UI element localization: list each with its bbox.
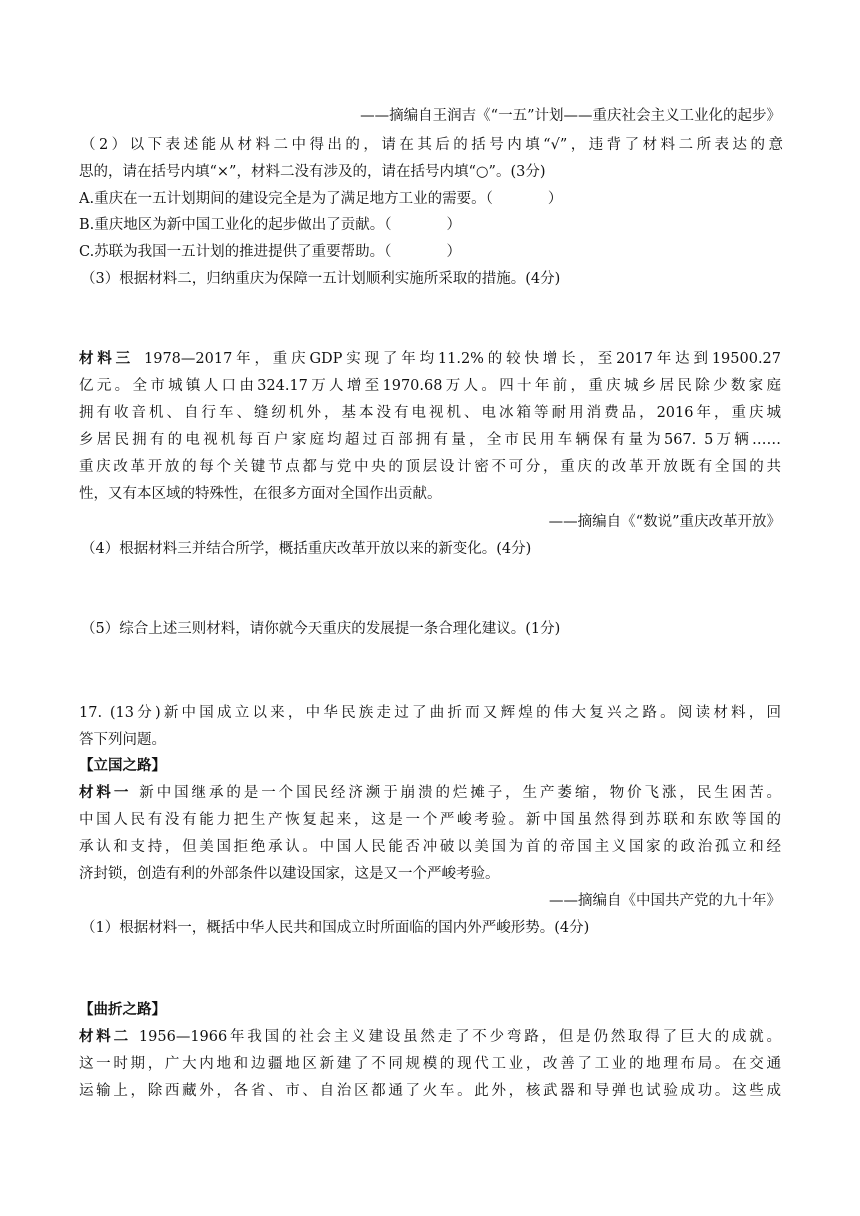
material-1-line-4: 济封锁，创造有利的外部条件以建设国家，这是又一个严峻考验。 xyxy=(79,866,500,882)
question-2-option-a xyxy=(79,189,781,209)
material-1-text: 新中国继承的是一个国民经济濒于崩溃的烂摊子，生产萎缩，物价飞涨，民生困苦。 xyxy=(139,785,781,801)
material-3-line-5: 重庆改革开放的每个关键节点都与党中央的顶层设计密不可分，重庆的改革开放既有全国的共 xyxy=(79,459,781,475)
option-a-text: A.重庆在一五计划期间的建设完全是为了满足地方工业的需要。（ xyxy=(79,191,493,207)
question-5: （5）综合上述三则材料，请你就今天重庆的发展提一条合理化建议。(1分) xyxy=(81,621,561,637)
question-17-line-1: 17. (13分)新中国成立以来，中华民族走过了曲折而又辉煌的伟大复兴之路。阅读材料，回 xyxy=(79,705,781,721)
question-3: （3）根据材料二，归纳重庆为保障一五计划顺利实施所采取的措施。(4分) xyxy=(81,271,561,287)
option-b-text: B.重庆地区为新中国工业化的起步做出了贡献。（ xyxy=(79,217,392,233)
material-3-line-1 xyxy=(79,349,781,369)
material-2-line-2: 这一时期，广大内地和边疆地区新建了不同规模的现代工业，改善了工业的地理布局。在交通 xyxy=(79,1056,781,1072)
option-c-text: C.苏联为我国一五计划的推进提供了重要帮助。（ xyxy=(79,244,392,260)
question-17-line-2: 答下列问题。 xyxy=(79,732,166,748)
material-3-label: 材料三 xyxy=(79,350,134,367)
material-1-line-2: 中国人民有没有能力把生产恢复起来，这是一个严峻考验。新中国虽然得到苏联和东欧等国的 xyxy=(79,812,781,828)
question-2-line-2: 思的，请在括号内填“×”，材料二没有涉及的，请在括号内填“○”。(3分) xyxy=(79,164,546,180)
close-paren: ） xyxy=(446,244,461,260)
material-1-label: 材料一 xyxy=(79,784,132,801)
question-2-option-c xyxy=(79,242,781,262)
close-paren: ） xyxy=(547,191,563,207)
question-4: （4）根据材料三并结合所学，概括重庆改革开放以来的新变化。(4分) xyxy=(81,541,532,557)
close-paren: ） xyxy=(446,217,462,233)
question-2-option-b xyxy=(79,215,781,235)
source-citation-material-2: ——摘编自王润吉《“一五”计划——重庆社会主义工业化的起步》 xyxy=(360,108,781,124)
material-3-line-6: 性，又有本区域的特殊性，在很多方面对全国作出贡献。 xyxy=(79,486,442,502)
material-3-line-4: 乡居民拥有的电视机每百户家庭均超过百部拥有量，全市民用车辆保有量为567. 5万辆…… xyxy=(79,432,781,448)
section-heading-twists: 【曲折之路】 xyxy=(79,1001,166,1018)
question-2-line-1: （2）以下表述能从材料二中得出的，请在其后的括号内填“√”，违背了材料二所表达的意 xyxy=(81,137,783,153)
section-heading-founding: 【立国之路】 xyxy=(79,757,166,774)
material-2-text: 1956—1966年我国的社会主义建设虽然走了不少弯路，但是仍然取得了巨大的成就。 xyxy=(138,1029,781,1045)
question-17-1: （1）根据材料一，概括中华人民共和国成立时所面临的国内外严峻形势。(4分) xyxy=(81,920,590,936)
material-3-line-2: 亿元。全市城镇人口由324.17万人增至1970.68万人。四十年前，重庆城乡居民除少数家庭 xyxy=(79,378,781,394)
material-3-line-3: 拥有收音机、自行车、缝纫机外，基本没有电视机、电冰箱等耐用消费品，2016年，重庆城 xyxy=(79,405,781,421)
material-2-line-1 xyxy=(79,1027,781,1047)
material-2-line-3: 运输上，除西藏外，各省、市、自治区都通了火车。此外，核武器和导弹也试验成功。这些成 xyxy=(79,1083,781,1099)
source-citation-material-1: ——摘编自《中国共产党的九十年》 xyxy=(549,893,781,909)
material-1-line-3: 承认和支持，但美国拒绝承认。中国人民能否冲破以美国为首的帝国主义国家的政治孤立和经 xyxy=(79,839,781,855)
material-1-line-1 xyxy=(79,783,781,803)
material-3-text: 1978—2017年，重庆GDP实现了年均11.2%的较快增长，至2017年达到19500.27 xyxy=(144,351,781,367)
material-2-label: 材料二 xyxy=(79,1028,131,1045)
source-citation-material-3: ——摘编自《“数说”重庆改革开放》 xyxy=(548,514,781,530)
